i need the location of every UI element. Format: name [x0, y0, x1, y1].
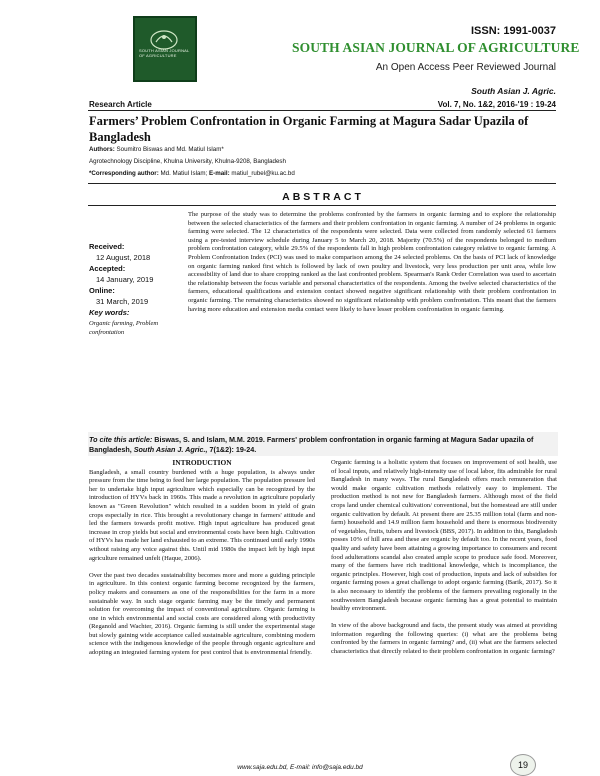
research-type: Research Article	[89, 100, 152, 109]
email[interactable]: matiul_rubel@ku.ac.bd	[231, 170, 295, 177]
short-title: South Asian J. Agric.	[471, 86, 556, 96]
issn: ISSN: 1991-0037	[471, 25, 556, 37]
meta-rule	[88, 183, 556, 184]
citation-volume: 7(1&2): 19-24.	[209, 445, 257, 454]
corr-label: *Corresponding author:	[89, 170, 159, 177]
volume-info: Vol. 7, No. 1&2, 2016-'19 : 19-24	[437, 100, 556, 109]
keywords-label: Key words:	[89, 308, 130, 317]
email-label: E-mail:	[209, 170, 230, 177]
authors-label: Authors:	[89, 146, 115, 153]
body-paragraph: Bangladesh, a small country burdened with a huge population, is always under pressure from the time being to feed her large population. The population pressure led her to undertake high input agriculture which especially can be recognized by the introduction of HYVs back in 1960s. This made a revolution in agriculture popularly known as "Green Revolution" which resulted in a sudden boom in yield of grain crops especially in rice. This brought a revolutionary change in farmers' attitude and led the farmers towards profit motive. High input agriculture has produced great increase in crop yields but social and environmental costs have been high. Cultivation of HYVs has made her land exhausted to an extreme. This continued until early 1990s without raising any voice against this. Until mid 1980s the impact left by high input agriculture remained unfelt (Haque, 2006).	[89, 468, 315, 562]
authors: Soumitro Biswas and Md. Matiul Islam*	[116, 146, 224, 153]
intro-heading: INTRODUCTION	[172, 458, 232, 467]
online-date: 31 March, 2019	[96, 297, 149, 306]
body-paragraph: In view of the above background and facts, the present study was aimed at providing information regarding the following queries: (i) what are the problems being confronted by the farmers in organic farming? and, (ii) what are the farmers selected characteristics that directly related to their problem confrontation in organic farming?	[331, 622, 557, 656]
page-number: 19	[510, 754, 536, 776]
accepted-label: Accepted:	[89, 264, 126, 273]
body-right-column	[331, 459, 557, 665]
affiliation: Agrotechnology Discipline, Khulna University, Khulna-9208, Bangladesh	[89, 158, 286, 165]
abstract-rule	[88, 205, 556, 206]
header-rule	[88, 110, 556, 111]
accepted-date: 14 January, 2019	[96, 275, 154, 284]
abstract-heading: ABSTRACT	[282, 191, 364, 203]
article-title: Farmers’ Problem Confrontation in Organic Farming at Magura Sadar Upazila of Bangladesh	[89, 114, 529, 144]
citation-prefix: To cite this article:	[89, 435, 153, 444]
keywords: Organic farming, Problem confrontation	[89, 320, 159, 336]
body-paragraph: Organic farming is a holistic system that focuses on improvement of soil health, use of local inputs, and relatively high-intensity use of local labor, fits admirable for rural Bangladesh in many ways. The rural Bangladesh offers much remuneration that would make organic cultivation methods relatively easy to implement. The production method is not new for Bangladesh farmers. Although most of the field crops land under chemical cultivation/ conventional, but the homestead are still under organic cultivation by default. At present there are 25.35 million total (farm and non-farm) household and 14.9 million farm household and there is enormous biodiversity of vegetables, fruits, tubers and livestock (BBS, 2017). In addition to this, Bangladesh posses 10% of hill area and these are organic by default too. In the recent years, food quality and safety have been attaining a growing importance to consumers and recent food adulterations scandal also created ample scope to produce safe food. Moreover, many of the farmers have rich traditional knowledge, which is incompliance, the organic principles. However, high cost of production, inputs and lack of subsidies for organic farming poses a great challenge to adopt organic farming (Barik, 2017). So it is also necessary to identify the problems of the farmers prevailing regionally in the southwestern Bangladesh because organic farming has a great potential to maintain healthy environment.	[331, 459, 557, 613]
abstract-text: The purpose of the study was to determine the problems confronted by the farmers in organic farming and to explore the relationship between the selected characteristics of the farmers and their problem confrontation in organic farming. A number of 24 problems in organic farming were selected. The 12 characteristics of the respondents were selected. Data were collected from randomly selected 61 farmers using a pre-tested interview schedule during January 5 to March 20, 2018. Majority (70.5%) of the respondents belonged to medium problem confrontation category, while 29.5% of the respondents fall in high problem confrontation category relative to organic farming. A Problem Confrontation Index (PCI) was used to make comparison among the 24 selected problems. On the basis of PCI lack of knowledge on organic farming ranked first which is followed by lack of own poultry and livestock, very less production per unit area, while low accessibility of land due to share cropping ranked as the last confronted problem. Spearman's Rank Order Correlation was used to ascertain the relationship between the focus variable and personal characteristics of the respondents. Among the twelve selected characteristics of the farmers, educational qualifications and extension contact showed negative significant relationship with their problem confrontation in organic farming. The remaining characteristics showed no significant relationship with problem confrontation. This meant that the farmers having more education and extension media contact were likely to have lesser problem confrontation in organic farming.	[188, 211, 556, 313]
footer-website: www.saja.edu.bd, E-mail: info@saja.edu.bd	[237, 764, 363, 771]
journal-logo	[133, 16, 197, 82]
authors-line	[89, 146, 224, 153]
journal-tagline: An Open Access Peer Reviewed Journal	[375, 62, 556, 73]
corresponding-author	[89, 170, 295, 177]
body-left-column	[89, 459, 315, 666]
citation-text: Biswas, S. and Islam, M.M. 2019. Farmers' problem confrontation in organic farming at Magura Sadar upazila of Bangladesh,	[89, 435, 534, 454]
online-label: Online:	[89, 286, 115, 295]
citation-journal: South Asian J. Agric.,	[133, 445, 208, 454]
journal-title: SOUTH ASIAN JOURNAL OF AGRICULTURE	[292, 40, 580, 55]
corr-name: Md. Matiul Islam;	[160, 170, 208, 177]
received-date: 12 August, 2018	[96, 253, 151, 262]
citation	[89, 435, 557, 455]
logo-text: SOUTH ASIAN JOURNAL OF AGRICULTURE	[139, 48, 190, 58]
body-paragraph: Over the past two decades sustainability becomes more and more a guiding principle in agriculture. In this context organic farming become recognized by the farmers, policy makers and consumers as one of the responsibilities for the farm in a more sustainable way. In such stage organic farming may be the timely and permanent solution for overcoming the impact of conventional agriculture. Organic farming is one in which environmental and social costs are considered along with productivity (Reganold and Wachter, 2016). Organic farming is still under the experimental stage but slowly gaining wide acceptance called sustainable agriculture, combining modern science with the indigenous knowledge of the people through organic agriculture and adopting an integrated farming system for pest control that is environmental friendly.	[89, 571, 315, 657]
received-label: Received:	[89, 242, 125, 251]
